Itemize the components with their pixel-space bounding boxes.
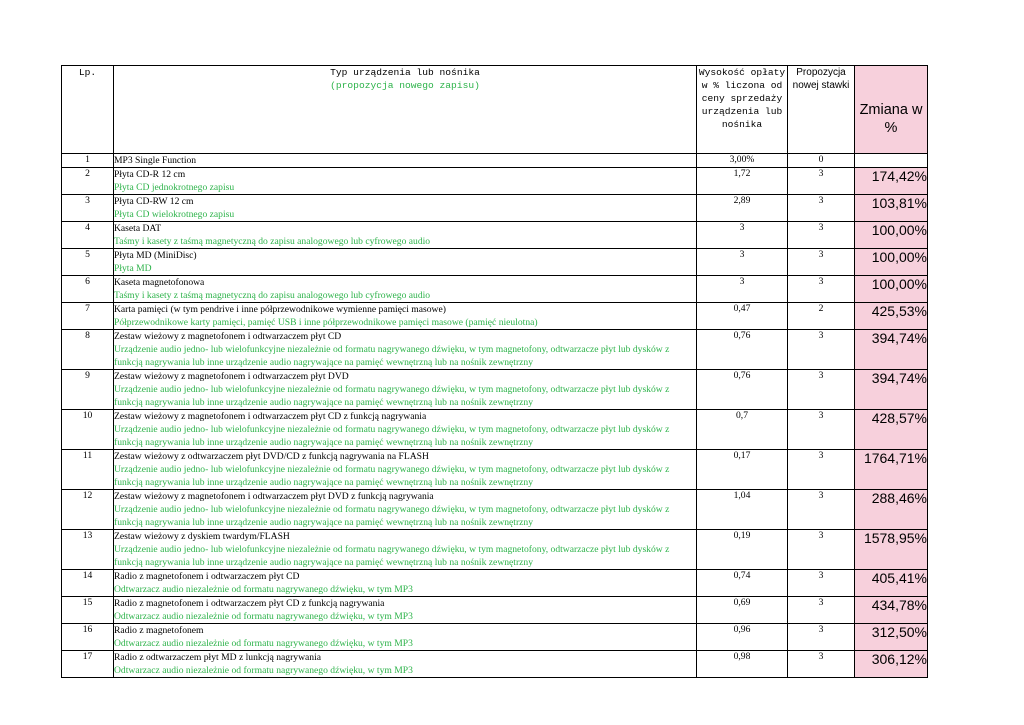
- row-device-type: [114, 303, 697, 330]
- row-device-type: [114, 195, 697, 222]
- row-device-type: [114, 651, 697, 678]
- row-device-proposed-name: Odtwarzacz audio niezależnie od formatu nagrywanego dźwięku, w tym MP3: [114, 611, 413, 622]
- row-current-fee: 0,69: [697, 597, 788, 624]
- table-row: [62, 530, 928, 570]
- row-device-proposed-name: Płyta CD jednokrotnego zapisu: [114, 182, 235, 193]
- row-number: 16: [62, 624, 114, 651]
- table-row: [62, 276, 928, 303]
- row-number: 7: [62, 303, 114, 330]
- row-device-type: [114, 154, 697, 168]
- row-device-name: Zestaw wieżowy z magnetofonem i odtwarzaczem płyt DVD: [114, 371, 349, 382]
- row-current-fee: 0,74: [697, 570, 788, 597]
- row-number: 3: [62, 195, 114, 222]
- row-change-percent: 288,46%: [855, 490, 928, 530]
- row-proposed-rate: 3: [788, 570, 855, 597]
- row-current-fee: 0,98: [697, 651, 788, 678]
- row-device-proposed-name: Odtwarzacz audio niezależnie od formatu nagrywanego dźwięku, w tym MP3: [114, 665, 413, 676]
- row-current-fee: 0,19: [697, 530, 788, 570]
- row-proposed-rate: 3: [788, 330, 855, 370]
- row-device-type: [114, 249, 697, 276]
- row-device-type: [114, 597, 697, 624]
- table-header-row: [62, 66, 928, 154]
- row-proposed-rate: 3: [788, 410, 855, 450]
- row-proposed-rate: 3: [788, 530, 855, 570]
- row-proposed-rate: 3: [788, 370, 855, 410]
- row-device-proposed-name: Odtwarzacz audio niezależnie od formatu nagrywanego dźwięku, w tym MP3: [114, 638, 413, 649]
- row-proposed-rate: 3: [788, 276, 855, 303]
- header-fee-label: Wysokość opłaty w % liczona od ceny sprzedaży urządzenia lub nośnika: [698, 67, 786, 130]
- row-device-name: Karta pamięci (w tym pendrive i inne półprzewodnikowe wymienne pamięci masowe): [114, 304, 446, 315]
- row-number: 13: [62, 530, 114, 570]
- row-current-fee: 3,00%: [697, 154, 788, 168]
- row-current-fee: 0,7: [697, 410, 788, 450]
- row-device-name: Płyta MD (MiniDisc): [114, 250, 197, 261]
- table-row: [62, 570, 928, 597]
- row-current-fee: 3: [697, 222, 788, 249]
- row-current-fee: 3: [697, 276, 788, 303]
- row-change-percent: 100,00%: [855, 222, 928, 249]
- row-number: 5: [62, 249, 114, 276]
- row-device-type: [114, 410, 697, 450]
- fee-table: [61, 65, 928, 678]
- row-current-fee: 1,72: [697, 168, 788, 195]
- table-row: [62, 450, 928, 490]
- row-device-name: Kaseta magnetofonowa: [114, 277, 205, 288]
- row-number: 1: [62, 154, 114, 168]
- row-proposed-rate: 2: [788, 303, 855, 330]
- row-proposed-rate: 3: [788, 450, 855, 490]
- row-device-proposed-name: Urządzenie audio jedno- lub wielofunkcyjne niezależnie od formatu nagrywanego dźwięku, w tym magnetofony, odtwarzacze płyt lub dysków z funkcją nagrywania lub inne urządzenie audio nagrywające na pamięć wewnętrzną lub na nośnik zewnętrzny: [114, 384, 670, 408]
- row-proposed-rate: 3: [788, 195, 855, 222]
- table-row: [62, 222, 928, 249]
- table-row: [62, 410, 928, 450]
- row-device-proposed-name: Płyta CD wielokrotnego zapisu: [114, 209, 235, 220]
- table-row: [62, 168, 928, 195]
- row-device-type: [114, 624, 697, 651]
- table-row: [62, 330, 928, 370]
- row-current-fee: 2,89: [697, 195, 788, 222]
- row-change-percent: 394,74%: [855, 370, 928, 410]
- row-proposed-rate: 3: [788, 249, 855, 276]
- row-device-type: [114, 168, 697, 195]
- header-lp: Lp.: [62, 66, 114, 154]
- row-number: 11: [62, 450, 114, 490]
- table-row: [62, 303, 928, 330]
- row-change-percent: [855, 154, 928, 168]
- table-row: [62, 651, 928, 678]
- header-type-sublabel: (propozycja nowego zapisu): [330, 80, 480, 91]
- row-device-proposed-name: Urządzenie audio jedno- lub wielofunkcyjne niezależnie od formatu nagrywanego dźwięku, w tym magnetofony, odtwarzacze płyt lub dysków z funkcją nagrywania lub inne urządzenie audio nagrywające na pamięć wewnętrzną lub na nośnik zewnętrzny: [114, 344, 670, 368]
- table-row: [62, 597, 928, 624]
- row-number: 17: [62, 651, 114, 678]
- row-change-percent: 405,41%: [855, 570, 928, 597]
- row-current-fee: 0,47: [697, 303, 788, 330]
- row-device-name: Płyta CD-R 12 cm: [114, 169, 186, 180]
- row-device-proposed-name: Urządzenie audio jedno- lub wielofunkcyjne niezależnie od formatu nagrywanego dźwięku, w tym magnetofony, odtwarzacze płyt lub dysków z funkcją nagrywania lub inne urządzenie audio nagrywające na pamięć wewnętrzną lub na nośnik zewnętrzny: [114, 544, 670, 568]
- row-number: 8: [62, 330, 114, 370]
- row-device-proposed-name: Taśmy i kasety z taśmą magnetyczną do zapisu analogowego lub cyfrowego audio: [114, 236, 431, 247]
- row-change-percent: 312,50%: [855, 624, 928, 651]
- header-change: Zmiana w %: [855, 66, 928, 154]
- row-device-name: Radio z odtwarzaczem płyt MD z lunkcją nagrywania: [114, 652, 321, 663]
- row-current-fee: 1,04: [697, 490, 788, 530]
- row-device-type: [114, 450, 697, 490]
- row-device-proposed-name: Urządzenie audio jedno- lub wielofunkcyjne niezależnie od formatu nagrywanego dźwięku, w tym magnetofony, odtwarzacze płyt lub dysków z funkcją nagrywania lub inne urządzenie audio nagrywające na pamięć wewnętrzną lub na nośnik zewnętrzny: [114, 504, 670, 528]
- row-device-proposed-name: Urządzenie audio jedno- lub wielofunkcyjne niezależnie od formatu nagrywanego dźwięku, w tym magnetofony, odtwarzacze płyt lub dysków z funkcją nagrywania lub inne urządzenie audio nagrywające na pamięć wewnętrzną lub na nośnik zewnętrzny: [114, 464, 670, 488]
- row-device-type: [114, 530, 697, 570]
- row-device-name: Zestaw wieżowy z odtwarzaczem płyt DVD/CD z funkcją nagrywania na FLASH: [114, 451, 429, 462]
- row-proposed-rate: 3: [788, 490, 855, 530]
- row-proposed-rate: 3: [788, 597, 855, 624]
- row-device-name: MP3 Single Function: [114, 155, 197, 166]
- row-device-type: [114, 276, 697, 303]
- table-row: [62, 154, 928, 168]
- row-proposed-rate: 3: [788, 651, 855, 678]
- row-change-percent: 174,42%: [855, 168, 928, 195]
- row-device-name: Kaseta DAT: [114, 223, 162, 234]
- row-current-fee: 0,76: [697, 330, 788, 370]
- row-device-name: Zestaw wieżowy z magnetofonem i odtwarzaczem płyt CD z funkcją nagrywania: [114, 411, 427, 422]
- header-type: [114, 66, 697, 154]
- row-change-percent: 1578,95%: [855, 530, 928, 570]
- table-row: [62, 370, 928, 410]
- row-number: 10: [62, 410, 114, 450]
- row-device-name: Zestaw wieżowy z dyskiem twardym/FLASH: [114, 531, 290, 542]
- row-change-percent: 306,12%: [855, 651, 928, 678]
- row-device-proposed-name: Płyta MD: [114, 263, 152, 274]
- row-current-fee: 0,76: [697, 370, 788, 410]
- row-proposed-rate: 3: [788, 168, 855, 195]
- row-change-percent: 394,74%: [855, 330, 928, 370]
- table-row: [62, 249, 928, 276]
- row-change-percent: 100,00%: [855, 249, 928, 276]
- row-device-name: Radio z magnetofonem i odtwarzaczem płyt CD: [114, 571, 300, 582]
- header-type-label: Typ urządzenia lub nośnika: [330, 67, 480, 78]
- row-device-type: [114, 222, 697, 249]
- row-device-type: [114, 330, 697, 370]
- row-number: 12: [62, 490, 114, 530]
- row-proposed-rate: 3: [788, 624, 855, 651]
- row-device-type: [114, 490, 697, 530]
- row-change-percent: 428,57%: [855, 410, 928, 450]
- row-device-type: [114, 370, 697, 410]
- table-body: [62, 154, 928, 678]
- row-device-proposed-name: Odtwarzacz audio niezależnie od formatu nagrywanego dźwięku, w tym MP3: [114, 584, 413, 595]
- row-number: 14: [62, 570, 114, 597]
- row-device-name: Zestaw wieżowy z magnetofonem i odtwarzaczem płyt DVD z funkcją nagrywania: [114, 491, 434, 502]
- row-device-name: Radio z magnetofonem i odtwarzaczem płyt CD z funkcją nagrywania: [114, 598, 385, 609]
- header-proposal: Propozycja nowej stawki: [788, 66, 855, 154]
- row-change-percent: 1764,71%: [855, 450, 928, 490]
- row-change-percent: 100,00%: [855, 276, 928, 303]
- row-proposed-rate: 3: [788, 222, 855, 249]
- row-number: 2: [62, 168, 114, 195]
- row-change-percent: 434,78%: [855, 597, 928, 624]
- table-row: [62, 624, 928, 651]
- row-number: 15: [62, 597, 114, 624]
- row-number: 4: [62, 222, 114, 249]
- row-current-fee: 0,96: [697, 624, 788, 651]
- row-current-fee: 0,17: [697, 450, 788, 490]
- row-device-name: Zestaw wieżowy z magnetofonem i odtwarzaczem płyt CD: [114, 331, 342, 342]
- row-device-type: [114, 570, 697, 597]
- row-device-name: Radio z magnetofonem: [114, 625, 204, 636]
- row-number: 9: [62, 370, 114, 410]
- header-fee: [697, 66, 788, 154]
- row-device-proposed-name: Urządzenie audio jedno- lub wielofunkcyjne niezależnie od formatu nagrywanego dźwięku, w tym magnetofony, odtwarzacze płyt lub dysków z funkcją nagrywania lub inne urządzenie audio nagrywające na pamięć wewnętrzną lub na nośnik zewnętrzny: [114, 424, 670, 448]
- row-proposed-rate: 0: [788, 154, 855, 168]
- row-device-proposed-name: Półprzewodnikowe karty pamięci, pamięć USB i inne półprzewodnikowe pamięci masowe (pamięć nieulotna): [114, 317, 538, 328]
- row-number: 6: [62, 276, 114, 303]
- row-change-percent: 425,53%: [855, 303, 928, 330]
- row-device-name: Płyta CD-RW 12 cm: [114, 196, 194, 207]
- row-device-proposed-name: Taśmy i kasety z taśmą magnetyczną do zapisu analogowego lub cyfrowego audio: [114, 290, 431, 301]
- row-change-percent: 103,81%: [855, 195, 928, 222]
- table-row: [62, 195, 928, 222]
- row-current-fee: 3: [697, 249, 788, 276]
- table-row: [62, 490, 928, 530]
